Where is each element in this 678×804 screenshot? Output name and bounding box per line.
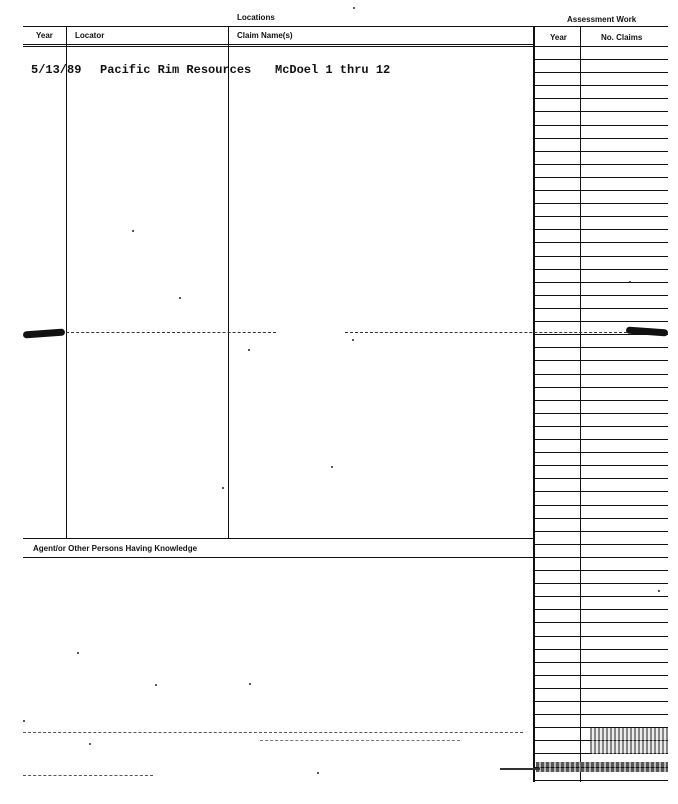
scan-noise-block-2 — [536, 762, 668, 772]
locator-divider — [66, 27, 67, 538]
no-claims-column-header: No. Claims — [601, 33, 643, 42]
ledger-row-rule — [533, 229, 668, 230]
ledger-row-rule — [533, 85, 668, 86]
scan-speck — [23, 720, 25, 722]
ledger-row-rule — [533, 374, 668, 375]
ledger-row-rule — [533, 675, 668, 676]
ledger-row-rule — [533, 465, 668, 466]
ledger-row-rule — [533, 59, 668, 60]
ledger-row-rule — [533, 491, 668, 492]
ledger-row-rule — [533, 138, 668, 139]
header-rule-locations — [23, 44, 533, 45]
scan-speck — [155, 684, 157, 686]
scan-speck — [179, 297, 181, 299]
ledger-row-rule — [533, 609, 668, 610]
scan-speck — [248, 349, 250, 351]
ledger-row-rule — [533, 387, 668, 388]
ledger-row-rule — [533, 151, 668, 152]
top-rule-locations — [23, 26, 533, 27]
ledger-row-rule — [533, 531, 668, 532]
ledger-row-rule — [533, 688, 668, 689]
assessment-year-divider — [580, 26, 581, 782]
ledger-row-rule — [533, 439, 668, 440]
year-column-header: Year — [36, 31, 53, 40]
ledger-row-rule — [533, 413, 668, 414]
scan-speck — [353, 7, 355, 9]
scan-speck — [317, 772, 319, 774]
locations-heading: Locations — [237, 13, 275, 22]
ledger-row-rule — [533, 505, 668, 506]
fold-line-right — [345, 332, 627, 333]
ledger-row-rule — [533, 125, 668, 126]
claim-names-divider — [228, 27, 229, 538]
entry-year: 5/13/89 — [31, 63, 82, 77]
scan-noise-line-2 — [260, 740, 460, 741]
scan-speck — [89, 743, 91, 745]
ledger-row-rule — [533, 596, 668, 597]
ledger-row-rule — [533, 46, 668, 47]
ledger-row-rule — [533, 622, 668, 623]
top-rule-assessment — [533, 26, 668, 27]
scan-speck — [352, 339, 354, 341]
ledger-row-rule — [533, 636, 668, 637]
assessment-left-border — [533, 26, 535, 782]
scan-speck — [132, 230, 134, 232]
ledger-row-rule — [533, 203, 668, 204]
claim-names-column-header: Claim Name(s) — [237, 31, 293, 40]
agent-section-label: Agent/or Other Persons Having Knowledge — [33, 544, 198, 553]
scan-noise-block-1 — [590, 728, 668, 754]
agent-section-bottom-rule — [23, 557, 534, 558]
ledger-row-rule — [533, 400, 668, 401]
ledger-row-rule — [533, 269, 668, 270]
scan-speck — [249, 683, 251, 685]
ledger-row-rule — [533, 780, 668, 781]
ledger-row-rule — [533, 426, 668, 427]
ledger-row-rule — [533, 295, 668, 296]
ledger-row-rule — [533, 662, 668, 663]
ledger-row-rule — [533, 701, 668, 702]
assessment-year-column-header: Year — [550, 33, 567, 42]
fold-marker-left — [23, 329, 65, 339]
scan-speck — [658, 590, 660, 592]
ledger-row-rule — [533, 347, 668, 348]
ledger-row-rule — [533, 452, 668, 453]
ledger-row-rule — [533, 111, 668, 112]
ledger-row-rule — [533, 518, 668, 519]
ledger-row-rule — [533, 164, 668, 165]
scan-noise-line-1 — [23, 732, 523, 733]
ledger-row-rule — [533, 256, 668, 257]
assessment-work-heading: Assessment Work — [567, 15, 637, 24]
scan-speck — [629, 281, 631, 283]
entry-claim-names: McDoel 1 thru 12 — [275, 63, 391, 77]
ledger-row-rule — [533, 360, 668, 361]
ledger-row-rule — [533, 714, 668, 715]
ledger-row-rule — [533, 583, 668, 584]
fold-line-left — [66, 332, 276, 333]
header-rule-locations-2 — [23, 46, 533, 47]
scan-speck — [77, 652, 79, 654]
ledger-row-rule — [533, 242, 668, 243]
ledger-row-rule — [533, 72, 668, 73]
ledger-row-rule — [533, 557, 668, 558]
entry-locator: Pacific Rim Resources — [100, 63, 252, 77]
ledger-row-rule — [533, 190, 668, 191]
ledger-row-rule — [533, 177, 668, 178]
ledger-row-rule — [533, 478, 668, 479]
locator-column-header: Locator — [75, 31, 105, 40]
scan-speck — [331, 466, 333, 468]
ledger-row-rule — [533, 544, 668, 545]
ledger-row-rule — [533, 282, 668, 283]
ledger-row-rule — [533, 98, 668, 99]
scan-noise-block-3 — [500, 768, 540, 770]
ledger-row-rule — [533, 308, 668, 309]
ledger-row-rule — [533, 570, 668, 571]
ledger-row-rule — [533, 649, 668, 650]
agent-section-top-rule — [23, 538, 534, 539]
scan-speck — [222, 487, 224, 489]
scan-noise-line-3 — [23, 775, 153, 776]
ledger-row-rule — [533, 216, 668, 217]
ledger-row-rule — [533, 321, 668, 322]
